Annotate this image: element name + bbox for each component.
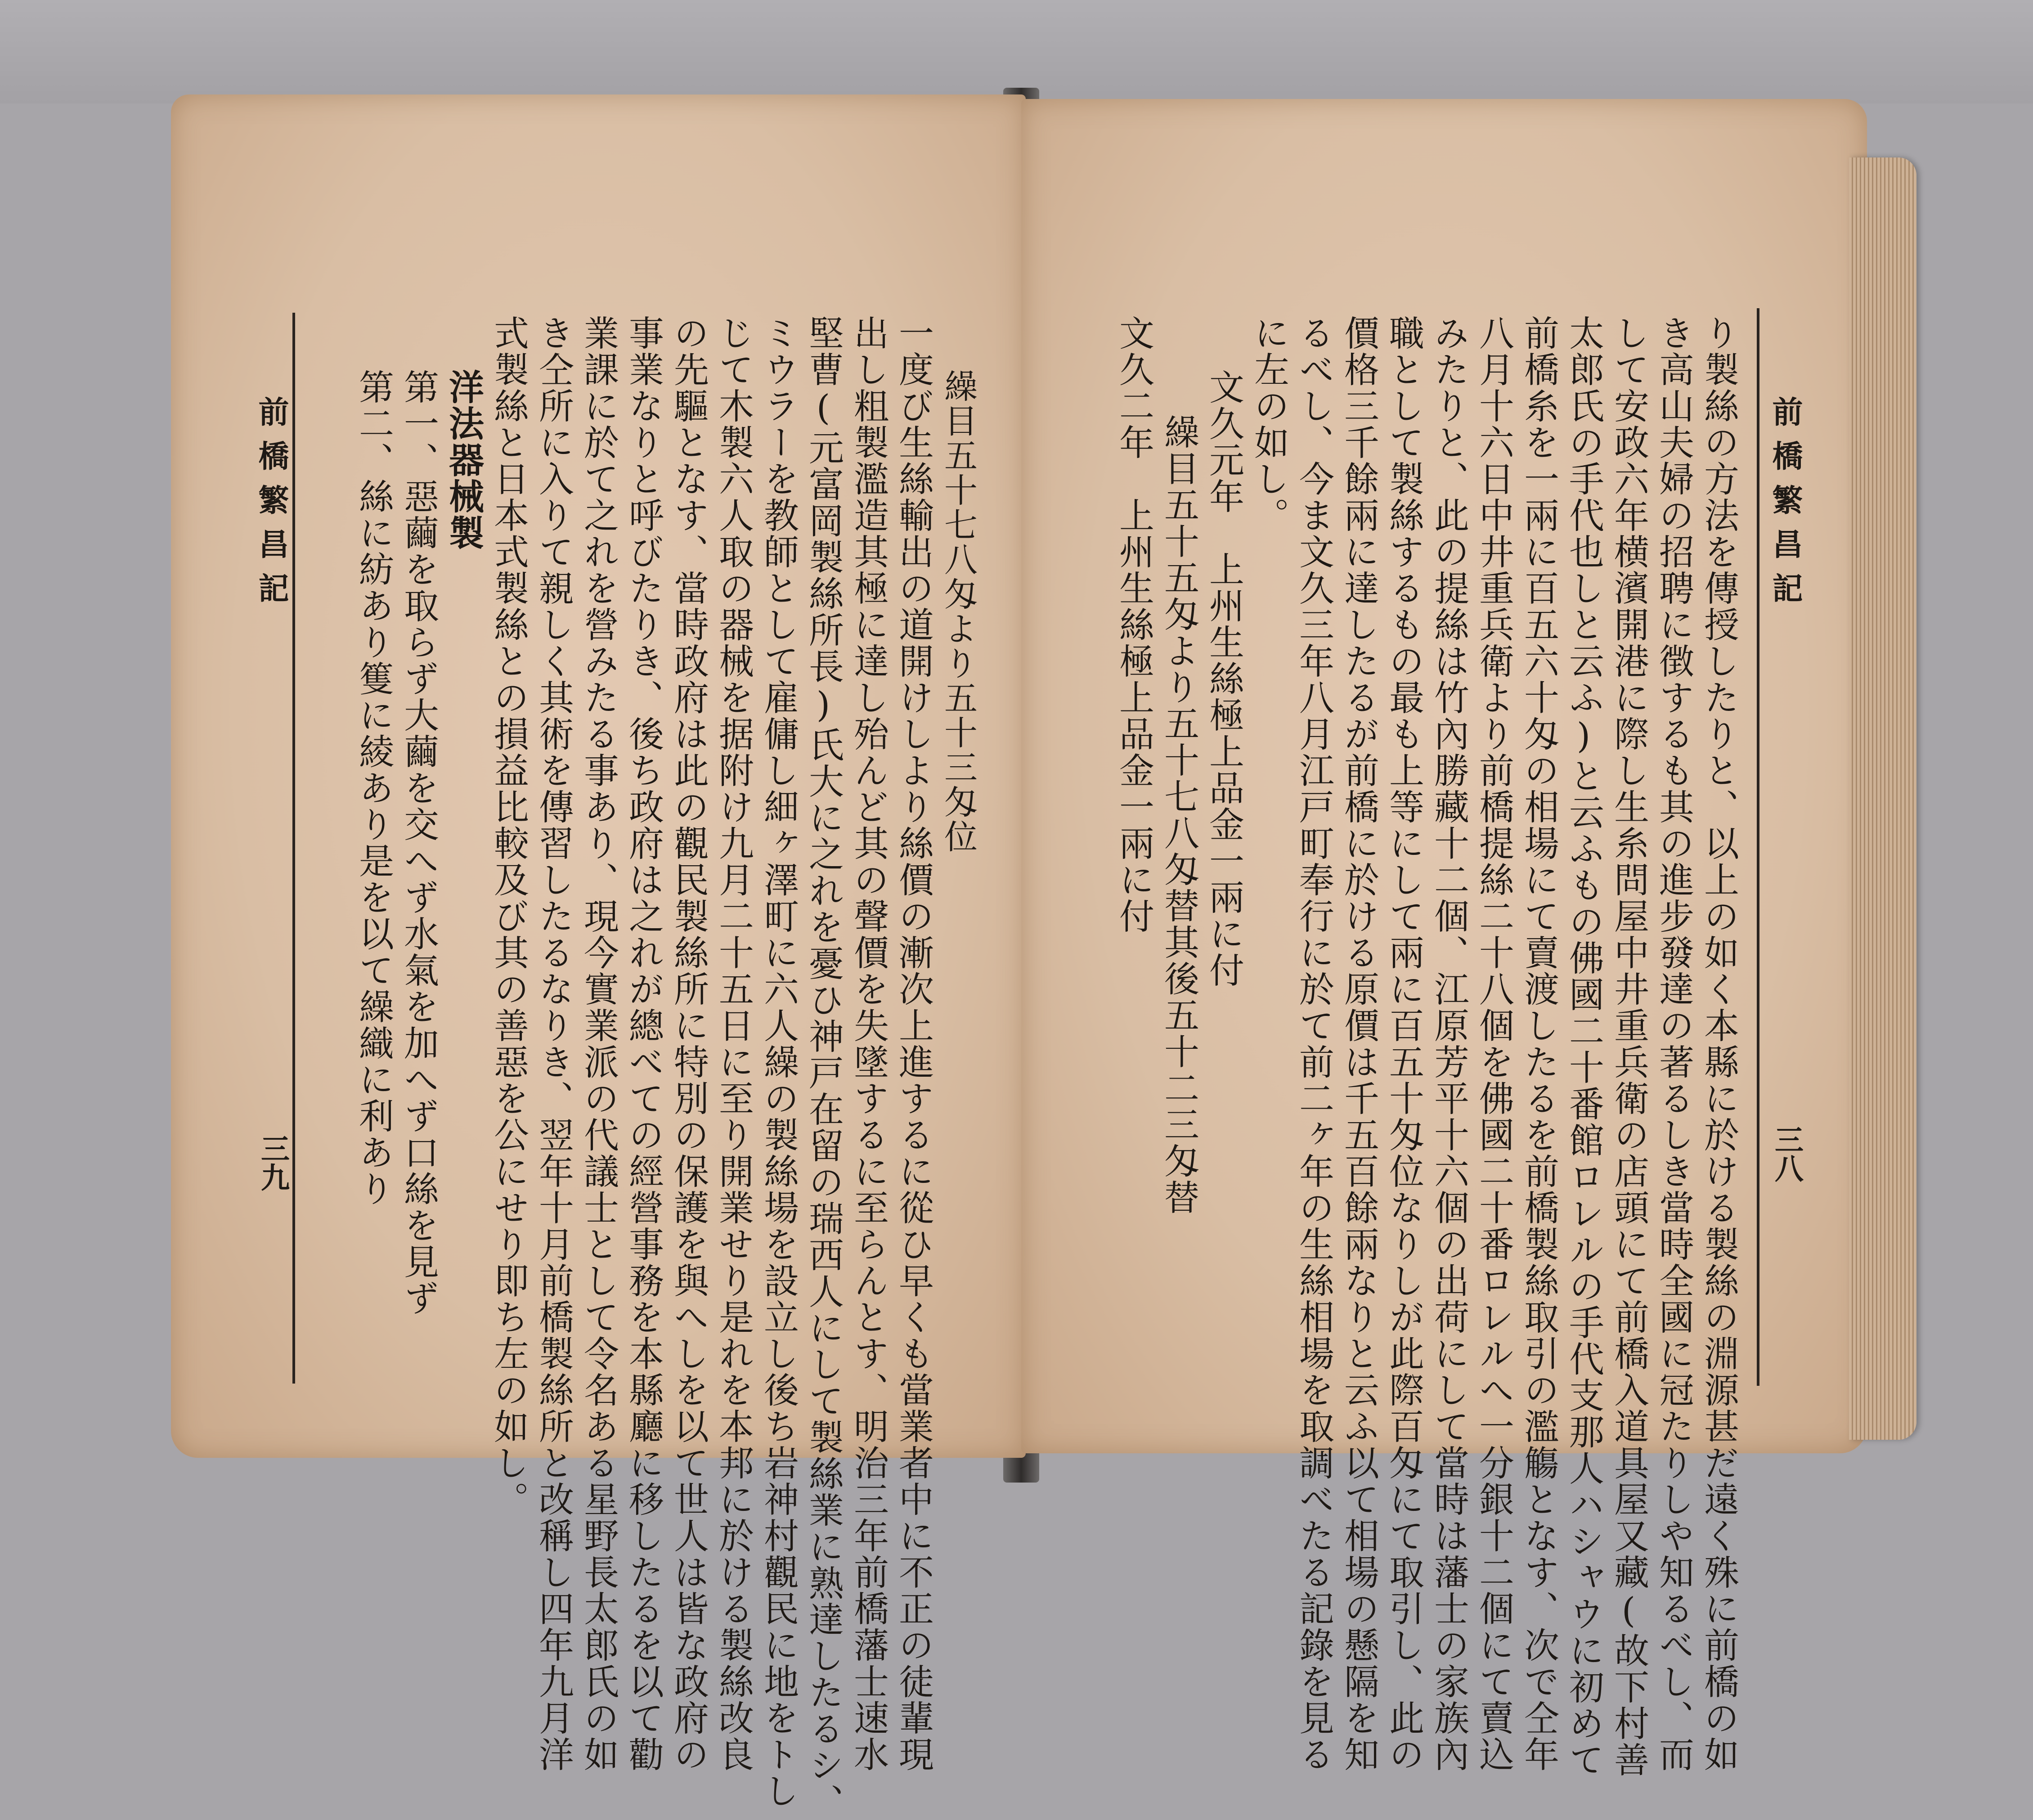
left-column-4: 堅曹(元富岡製絲所長)氏大に之れを憂ひ神戸在留の瑞西人にして製絲業に熟達したるシ、 xyxy=(803,315,844,1820)
right-column-11: に左の如し。 xyxy=(1248,315,1289,534)
right-column-8: 職として製絲するもの最も上等にして兩に百五十匁位なりしが此際百匁にて取引し、此の xyxy=(1383,315,1424,1773)
right-column-6: 八月十六日中井重兵衛より前橋提絲二十八個を佛國二十番ロレルへ一分銀十二個にて賣込 xyxy=(1473,315,1514,1773)
right-column-3: して安政六年横濱開港に際し生糸問屋中井重兵衛の店頭にて前橋入道具屋又藏(故下村善 xyxy=(1608,315,1649,1778)
right-column-13: 繰目五十五匁より五十七八匁替其後五十二三匁替 xyxy=(1158,414,1199,1216)
right-column-14: 文久二年 上州生絲極上品金一兩に付 xyxy=(1113,315,1154,935)
left-column-8: 事業なりと呼びたりき、後ち政府は之れが總べての經營事務を本縣廳に移したるを以て勸 xyxy=(623,315,664,1773)
right-column-1: り製絲の方法を傳授したりと、以上の如く本縣に於ける製絲の淵源甚だ遠く殊に前橋の如 xyxy=(1698,315,1739,1773)
right-column-12: 文久元年 上州生絲極上品金一兩に付 xyxy=(1203,369,1244,989)
left-column-14: 第二、絲に紡あり篗に綾あり是を以て繰織に利あり xyxy=(353,369,394,1207)
left-column-5: ミウラーを教師として雇傭し細ヶ澤町に六人繰の製絲場を設立し後ち岩神村觀民に地をトし xyxy=(758,315,799,1809)
left-column-10: き仝所に入りて親しく其術を傳習したるなりき、翌年十月前橋製絲所と改稱し四年九月洋 xyxy=(533,315,574,1773)
left-column-12: 洋法器械製 xyxy=(443,369,484,551)
left-column-13: 第一、惡繭を取らず大繭を交へず水氣を加へず口絲を見ず xyxy=(398,369,439,1317)
right-column-4: 太郎氏の手代也しと云ふ)と云ふもの佛國二十番館ロレルの手代支那人ハシャウに初めて xyxy=(1563,315,1604,1778)
left-folio: 三九 xyxy=(256,1134,290,1191)
right-column-7: みたりと、此の提絲は竹內勝藏十二個、江原芳平十六個の出荷にして當時は藩士の家族內 xyxy=(1428,315,1469,1773)
left-column-6: じて木製六人取の器械を据附け九月二十五日に至り開業せり是れを本邦に於ける製絲改良 xyxy=(713,315,754,1773)
right-column-10: るべし、今ま文久三年八月江戸町奉行に於て前二ヶ年の生絲相場を取調べたる記錄を見る xyxy=(1293,315,1334,1773)
right-page-rule xyxy=(1757,308,1759,1386)
right-column-2: き高山夫婦の招聘に徴するも其の進步發達の著るしき當時全國に冠たりしや知るべし、而 xyxy=(1653,315,1694,1773)
right-column-9: 價格三千餘兩に達したるが前橋に於ける原價は千五百餘兩なりと云ふ以て相場の懸隔を知 xyxy=(1338,315,1379,1773)
right-column-5: 前橋糸を一兩に百五六十匁の相場にて賣渡したるを前橋製絲取引の濫觴となす、次で仝年 xyxy=(1518,315,1559,1773)
right-running-head: 前橋繁昌記 xyxy=(1767,396,1803,616)
left-column-9: 業課に於て之れを營みたる事あり、現今實業派の代議士として令名ある星野長太郎氏の如 xyxy=(578,315,619,1773)
left-running-head: 前橋繁昌記 xyxy=(253,396,289,616)
left-column-1: 繰目五十七八匁より五十三匁位 xyxy=(939,369,978,854)
right-body-text xyxy=(1066,315,1741,1778)
left-column-2: 一度び生絲輸出の道開けしより絲價の漸次上進するに從ひ早くも當業者中に不正の徒輩現 xyxy=(893,315,933,1773)
left-column-7: の先驅となす、當時政府は此の觀民製絲所に特別の保護を與へしを以て世人は皆な政府の xyxy=(668,315,709,1773)
right-folio: 三八 xyxy=(1770,1125,1804,1182)
left-column-3: 出し粗製濫造其極に達し殆んど其の聲價を失墜するに至らんとす、明治三年前橋藩士速水 xyxy=(848,315,889,1773)
left-column-11: 式製絲と日本式製絲との損益比較及び其の善惡を公にせり即ち左の如し。 xyxy=(488,315,529,1518)
left-body-text xyxy=(315,315,981,1820)
page-edges xyxy=(1849,157,1916,1440)
